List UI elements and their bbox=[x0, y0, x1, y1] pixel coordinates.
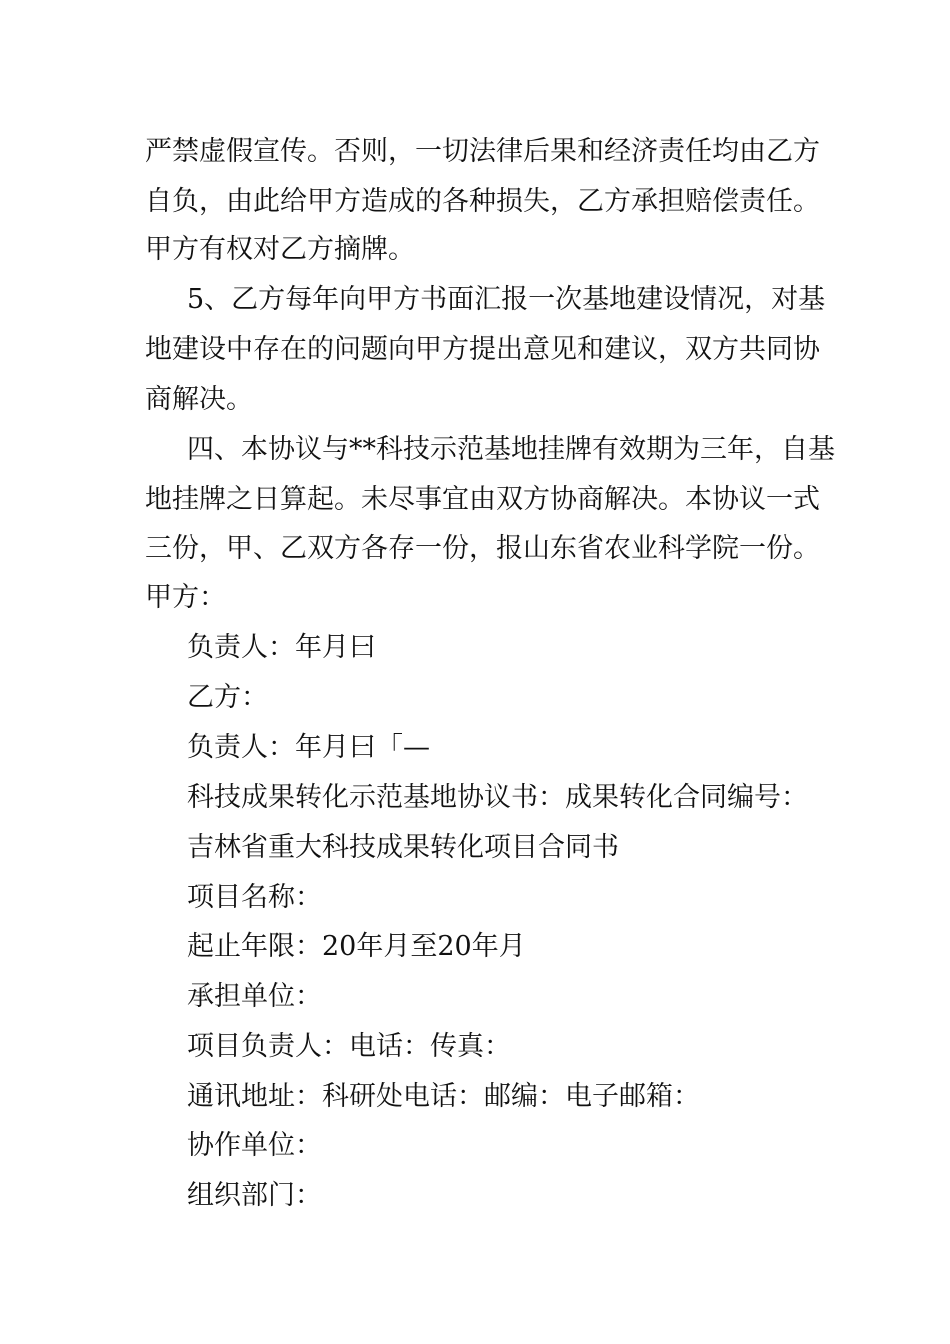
party-b-label: 乙方： bbox=[187, 682, 268, 713]
form-field-project-name: 项目名称： bbox=[187, 882, 322, 913]
paragraph-line: 地建设中存在的问题向甲方提出意见和建议，双方共同协 bbox=[145, 334, 820, 365]
paragraph-line: 商解决。 bbox=[145, 384, 253, 415]
paragraph-line: 四、本协议与**科技示范基地挂牌有效期为三年，自基 bbox=[187, 434, 835, 465]
party-a-signer: 负责人：年月曰 bbox=[187, 632, 376, 663]
form-field-cooperating-unit: 协作单位： bbox=[187, 1130, 322, 1161]
paragraph-line: 5、乙方每年向甲方书面汇报一次基地建设情况，对基 bbox=[187, 284, 826, 315]
form-field-undertaking-unit: 承担单位： bbox=[187, 981, 322, 1012]
paragraph-line: 严禁虚假宣传。否则，一切法律后果和经济责任均由乙方 bbox=[145, 136, 820, 167]
form-field-period: 起止年限：20年月至20年月 bbox=[187, 931, 526, 962]
paragraph-line: 地挂牌之日算起。未尽事宜由双方协商解决。本协议一式 bbox=[145, 484, 820, 515]
paragraph-line: 甲方有权对乙方摘牌。 bbox=[145, 234, 415, 265]
party-a-label: 甲方： bbox=[145, 582, 226, 613]
form-field-project-leader: 项目负责人：电话：传真： bbox=[187, 1031, 511, 1062]
form-field-organizing-dept: 组织部门： bbox=[187, 1180, 322, 1211]
next-doc-title: 吉林省重大科技成果转化项目合同书 bbox=[187, 832, 619, 863]
paragraph-line: 三份，甲、乙双方各存一份，报山东省农业科学院一份。 bbox=[145, 533, 820, 564]
paragraph-line: 自负，由此给甲方造成的各种损失，乙方承担赔偿责任。 bbox=[145, 186, 820, 217]
form-field-address: 通讯地址：科研处电话：邮编：电子邮箱： bbox=[187, 1081, 700, 1112]
next-doc-heading: 科技成果转化示范基地协议书：成果转化合同编号： bbox=[187, 782, 808, 813]
party-b-signer: 负责人：年月曰「— bbox=[187, 732, 430, 763]
